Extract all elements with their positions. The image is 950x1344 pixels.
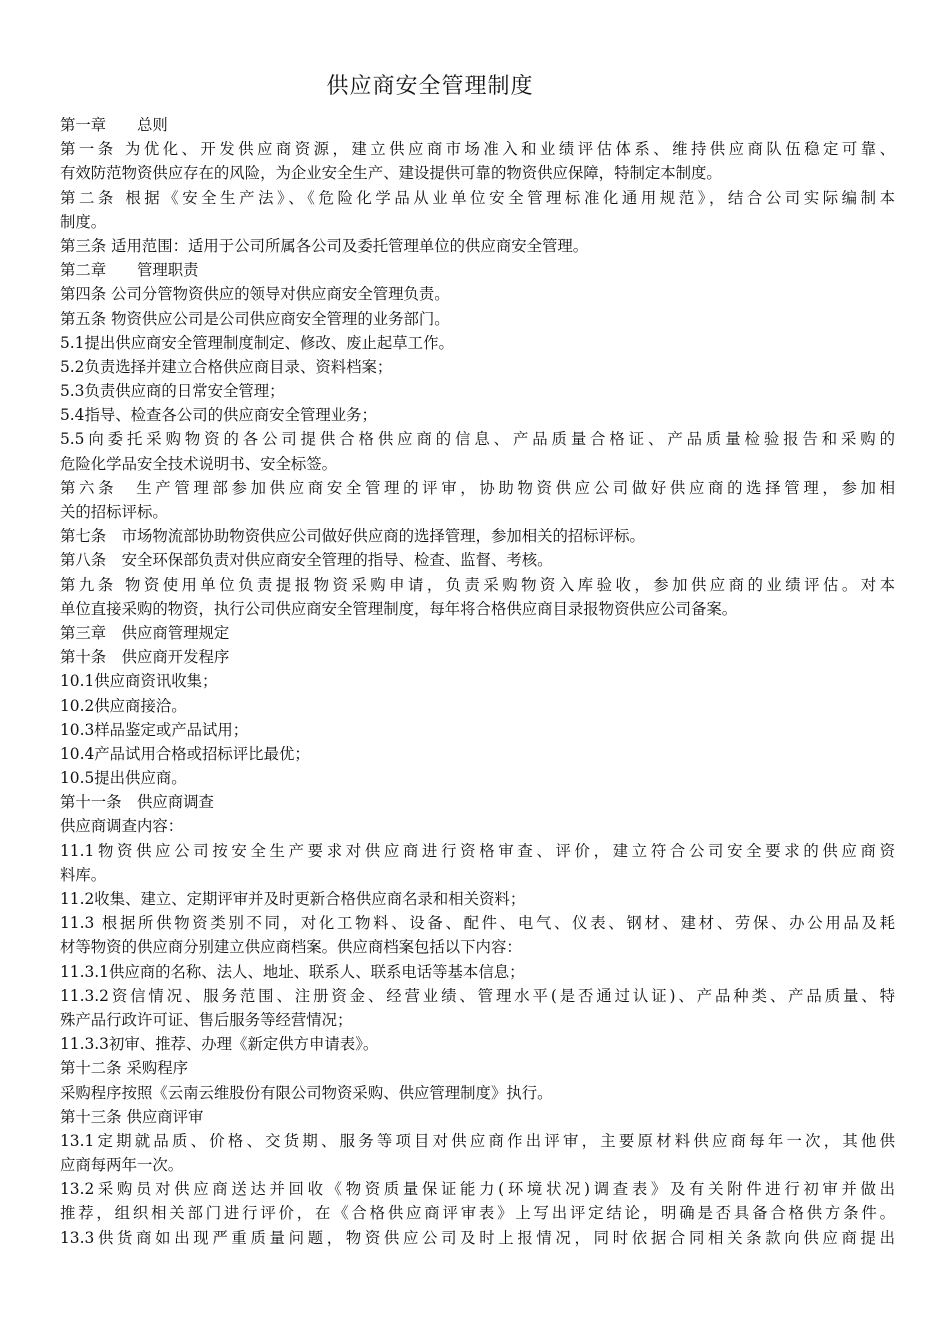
text-line: 应商每两年一次。 [60, 1156, 184, 1175]
text-line: 10.2供应商接洽。 [60, 696, 187, 715]
text-line: 5.3负责供应商的日常安全管理； [60, 382, 285, 401]
text-line: 5.1提出供应商安全管理制度制定、修改、废止起草工作。 [60, 333, 454, 352]
text-line: 采购程序按照《云南云维股份有限公司物资采购、供应管理制度》执行。 [60, 1083, 553, 1102]
text-line: 第四条 公司分管物资供应的领导对供应商安全管理负责。 [60, 285, 450, 304]
text-line: 第九条 物资使用单位负责提报物资采购申请，负责采购物资入库验收，参加供应商的业绩评估。对本 [60, 575, 895, 594]
text-line: 第八条 安全环保部负责对供应商安全管理的指导、检查、监督、考核。 [60, 551, 553, 570]
text-line: 11.3.2资信情况、服务范围、注册资金、经营业绩、管理水平(是否通过认证)、产品种类、产品质量、特 [60, 986, 895, 1005]
text-line: 第六条 生产管理部参加供应商安全管理的评审，协助物资供应公司做好供应商的选择管理，参加相 [60, 478, 895, 497]
text-line: 单位直接采购的物资，执行公司供应商安全管理制度，每年将合格供应商目录报物资供应公司备案。 [60, 599, 738, 618]
text-line: 11.3.1供应商的名称、法人、地址、联系人、联系电话等基本信息； [60, 962, 525, 981]
text-line: 制度。 [60, 212, 107, 231]
document-body [60, 113, 895, 1250]
text-line: 10.1供应商资讯收集； [60, 672, 218, 691]
text-line: 5.5向委托采购物资的各公司提供合格供应商的信息、产品质量合格证、产品质量检验报告和采购的 [60, 430, 895, 449]
text-line: 13.2采购员对供应商送达并回收《物资质量保证能力(环境状况)调查表》及有关附件进行初审并做出 [60, 1180, 895, 1199]
text-line: 11.1物资供应公司按安全生产要求对供应商进行资格审查、评价，建立符合公司安全要求的供应商资 [60, 841, 895, 860]
text-line: 第十一条 供应商调查 [60, 793, 214, 812]
text-line: 第十二条 采购程序 [60, 1059, 189, 1078]
text-line: 第十条 供应商开发程序 [60, 648, 230, 667]
text-line: 危险化学品安全技术说明书、安全标签。 [60, 454, 338, 473]
text-line: 13.1定期就品质、价格、交货期、服务等项目对供应商作出评审，主要原材料供应商每年一次，其他供 [60, 1131, 895, 1150]
text-line: 11.3 根据所供物资类别不同，对化工物料、设备、配件、电气、仪表、钢材、建材、劳保、办公用品及耗 [60, 914, 895, 933]
text-line: 料库。 [60, 865, 107, 884]
text-line: 第十三条 供应商评审 [60, 1107, 204, 1126]
text-line: 第一条 为优化、开发供应商资源，建立供应商市场准入和业绩评估体系、维持供应商队伍稳定可靠、 [60, 140, 895, 159]
text-line: 第五条 物资供应公司是公司供应商安全管理的业务部门。 [60, 309, 450, 328]
text-line: 5.2负责选择并建立合格供应商目录、资料档案； [60, 357, 393, 376]
text-line: 材等物资的供应商分别建立供应商档案。供应商档案包括以下内容： [60, 938, 522, 957]
document-title: 供应商安全管理制度 [326, 74, 534, 99]
text-line: 第三条 适用范围：适用于公司所属各公司及委托管理单位的供应商安全管理。 [60, 236, 589, 255]
text-line: 殊产品行政许可证、售后服务等经营情况； [60, 1010, 353, 1029]
text-line: 第一章 总则 [60, 116, 168, 134]
text-line: 5.4指导、检查各公司的供应商安全管理业务； [60, 406, 377, 425]
text-line: 10.3样品鉴定或产品试用； [60, 720, 249, 739]
text-line: 有效防范物资供应存在的风险，为企业安全生产、建设提供可靠的物资供应保障，特制定本制度。 [60, 164, 722, 183]
text-line: 10.5提出供应商。 [60, 769, 187, 788]
text-line: 第三章 供应商管理规定 [60, 623, 230, 642]
text-line: 第七条 市场物流部协助物资供应公司做好供应商的选择管理，参加相关的招标评标。 [60, 527, 645, 546]
text-line: 第二条 根据《安全生产法》、《危险化学品从业单位安全管理标准化通用规范》，结合公司实际编制本 [60, 188, 895, 207]
text-line: 关的招标评标。 [60, 503, 168, 521]
text-line: 13.3供货商如出现严重质量问题，物资供应公司及时上报情况，同时依据合同相关条款向供应商提出 [60, 1228, 895, 1247]
text-line: 推荐，组织相关部门进行评价，在《合格供应商评审表》上写出评定结论，明确是否具备合格供方条件。 [60, 1204, 895, 1223]
text-line: 供应商调查内容： [60, 817, 184, 836]
text-line: 11.2收集、建立、定期评审并及时更新合格供应商名录和相关资料； [60, 890, 526, 908]
text-line: 10.4产品试用合格或招标评比最优； [60, 744, 310, 763]
text-line: 第二章 管理职责 [60, 261, 199, 280]
text-line: 11.3.3初审、推荐、办理《新定供方申请表》。 [60, 1035, 379, 1054]
